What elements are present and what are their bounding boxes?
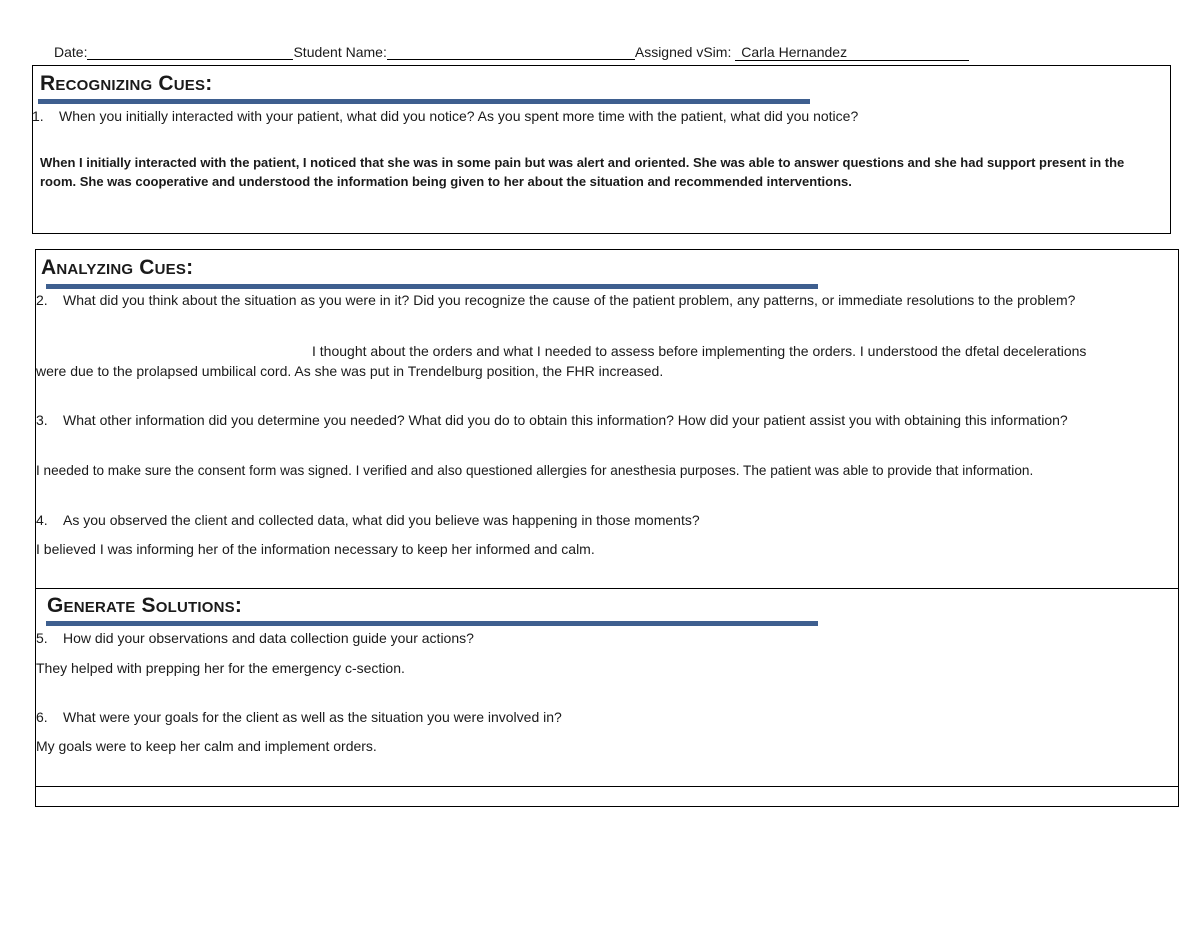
question-text: What were your goals for the client as well as the situation you were involved in?: [63, 709, 562, 725]
assigned-vsim-label: Assigned vSim:: [634, 44, 732, 60]
answer-3[interactable]: I needed to make sure the consent form was signed. I verified and also questioned allergies for anesthesia purposes. The patient was able to provide that information.: [36, 463, 1034, 478]
question-number: 3.: [36, 412, 48, 428]
question-number: 6.: [36, 709, 48, 725]
form-header: [54, 44, 969, 61]
question-text: What other information did you determine you needed? What did you do to obtain this information? How did your patient assist you with obtaining this information?: [63, 412, 1068, 428]
section-rule: [38, 99, 810, 104]
question-number: 2.: [36, 292, 48, 308]
student-name-label: Student Name:: [293, 44, 387, 60]
student-name-field[interactable]: [387, 45, 635, 60]
question-2: [36, 290, 1136, 310]
assigned-vsim-value: Carla Hernandez: [741, 44, 848, 60]
question-text: As you observed the client and collected data, what did you believe was happening in those moments?: [63, 512, 700, 528]
answer-6[interactable]: My goals were to keep her calm and implement orders.: [36, 738, 377, 754]
empty-table-row: [35, 786, 1179, 807]
generate-solutions-title: Generate Solutions:: [47, 594, 243, 617]
question-3: [36, 410, 1116, 430]
analyzing-cues-title: Analyzing Cues:: [41, 256, 194, 279]
assigned-vsim-field[interactable]: [735, 44, 969, 61]
date-field[interactable]: [87, 45, 293, 60]
question-1: [32, 106, 1162, 126]
question-text: How did your observations and data collection guide your actions?: [63, 630, 474, 646]
question-text: When you initially interacted with your patient, what did you notice? As you spent more time with the patient, what did you notice?: [59, 108, 859, 124]
question-number: 5.: [36, 630, 48, 646]
question-number: 1.: [32, 108, 44, 124]
question-text: What did you think about the situation as you were in it? Did you recognize the cause of the patient problem, any patterns, or immediate resolutions to the problem?: [63, 292, 1076, 308]
answer-5[interactable]: They helped with prepping her for the emergency c-section.: [36, 660, 405, 676]
answer-2-line-1[interactable]: I thought about the orders and what I needed to assess before implementing the orders. I understood the dfetal decelerations: [312, 343, 1087, 359]
answer-4[interactable]: I believed I was informing her of the information necessary to keep her informed and calm.: [36, 541, 595, 557]
question-6: [36, 707, 1136, 727]
date-label: Date:: [54, 44, 88, 60]
answer-1[interactable]: When I initially interacted with the patient, I noticed that she was in some pain but was alert and oriented. She was able to answer questions and she had support present in the room. She was cooperative and understood the information being given to her about the situation and recommended interventions.: [40, 155, 1125, 189]
section-rule: [46, 284, 818, 289]
recognizing-cues-title: Recognizing Cues:: [40, 72, 213, 95]
answer-2-line-2[interactable]: were due to the prolapsed umbilical cord. As she was put in Trendelburg position, the FHR increased.: [36, 363, 664, 379]
question-number: 4.: [36, 512, 48, 528]
question-5: [36, 628, 1136, 648]
question-4: [36, 510, 1136, 530]
section-rule: [46, 621, 818, 626]
